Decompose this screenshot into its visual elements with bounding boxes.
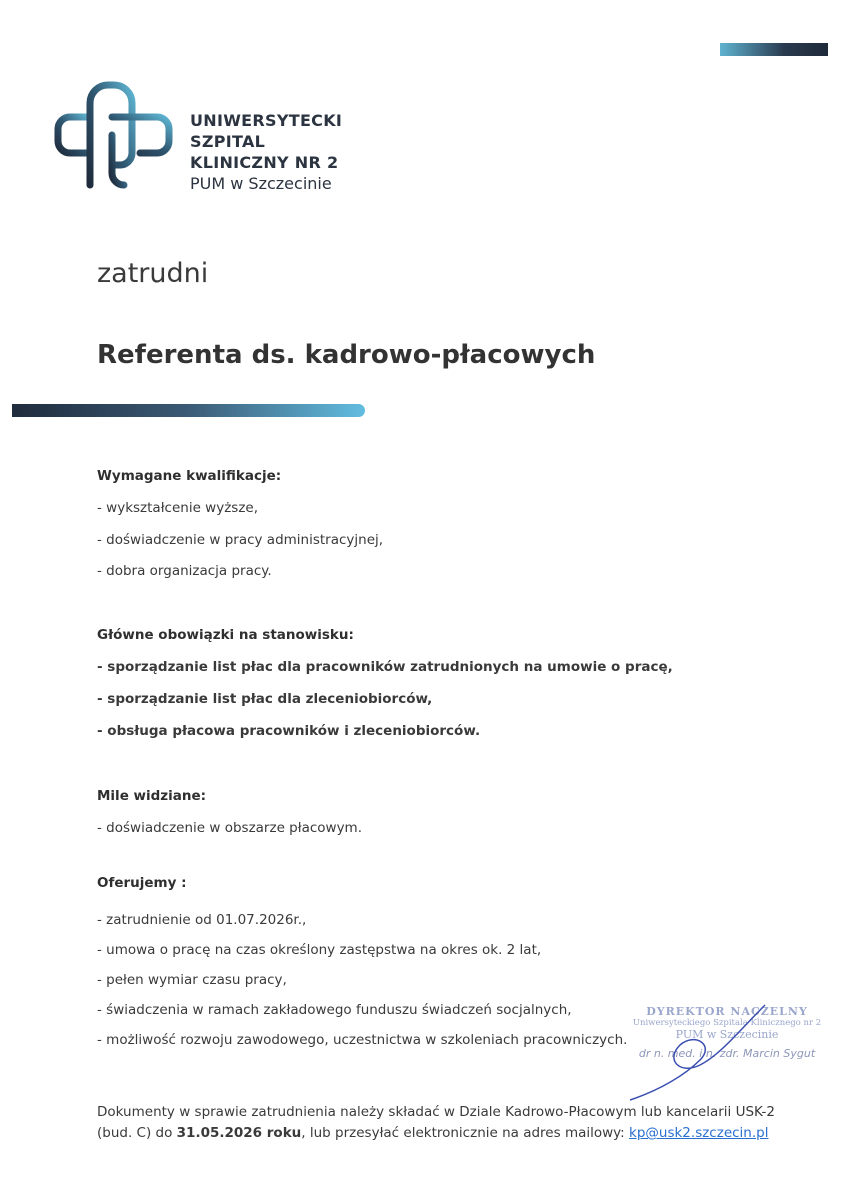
footer-text: Dokumenty w sprawie zatrudnienia należy składać w Dziale Kadrowo-Płacowym lub kancelarii USK-2 [97, 1104, 775, 1120]
position-title: Referenta ds. kadrowo-płacowych [97, 340, 596, 370]
deadline: 31.05.2026 roku [176, 1125, 302, 1141]
list-item: - sporządzanie list płac dla pracowników zatrudnionych na umowie o pracę, [97, 659, 673, 675]
signature-icon [620, 1000, 770, 1105]
list-item: - doświadczenie w pracy administracyjnej, [97, 532, 384, 548]
stamp-line: DYREKTOR NACZELNY [646, 1005, 808, 1018]
list-item: - sporządzanie list płac dla zleceniobiorców, [97, 691, 433, 707]
list-item: - obsługa płacowa pracowników i zleceniobiorców. [97, 723, 481, 739]
hospital-logo-icon [52, 75, 177, 195]
nice-title: Mile widziane: [97, 788, 207, 804]
footer-text: (bud. C) do [97, 1125, 177, 1141]
logo-line: KLINICZNY NR 2 [190, 153, 339, 172]
list-item: - umowa o pracę na czas określony zastępstwa na okres ok. 2 lat, [97, 942, 542, 958]
hospital-name [190, 110, 342, 194]
stamp-line: dr n. med. i n. zdr. Marcin Sygut [638, 1047, 816, 1060]
list-item: - możliwość rozwoju zawodowego, uczestnictwa w szkoleniach pracowniczych. [97, 1032, 628, 1048]
logo-line: PUM w Szczecinie [190, 174, 332, 193]
duties-title: Główne obowiązki na stanowisku: [97, 627, 354, 643]
decorative-divider-bar [12, 404, 365, 417]
offer-title: Oferujemy : [97, 875, 187, 891]
list-item: - pełen wymiar czasu pracy, [97, 972, 287, 988]
list-item: - zatrudnienie od 01.07.2026r., [97, 912, 307, 928]
qualifications-title: Wymagane kwalifikacje: [97, 468, 282, 484]
logo-line: UNIWERSYTECKI [190, 111, 343, 130]
list-item: - dobra organizacja pracy. [97, 563, 272, 579]
list-item: - świadczenia w ramach zakładowego funduszu świadczeń socjalnych, [97, 1002, 572, 1018]
application-instructions [97, 1102, 775, 1144]
stamp-line: PUM w Szczecinie [675, 1028, 779, 1041]
stamp-line: Uniwersyteckiego Szpitala Klinicznego nr 2 [632, 1018, 822, 1028]
list-item: - wykształcenie wyższe, [97, 500, 258, 516]
intro-text: zatrudni [97, 258, 209, 289]
decorative-top-bar [720, 43, 828, 56]
footer-text: , lub przesyłać elektronicznie na adres mailowy: [301, 1125, 630, 1141]
logo-line: SZPITAL [190, 132, 266, 151]
list-item: - doświadczenie w obszarze płacowym. [97, 820, 362, 836]
email-link[interactable]: kp@usk2.szczecin.pl [629, 1125, 769, 1141]
